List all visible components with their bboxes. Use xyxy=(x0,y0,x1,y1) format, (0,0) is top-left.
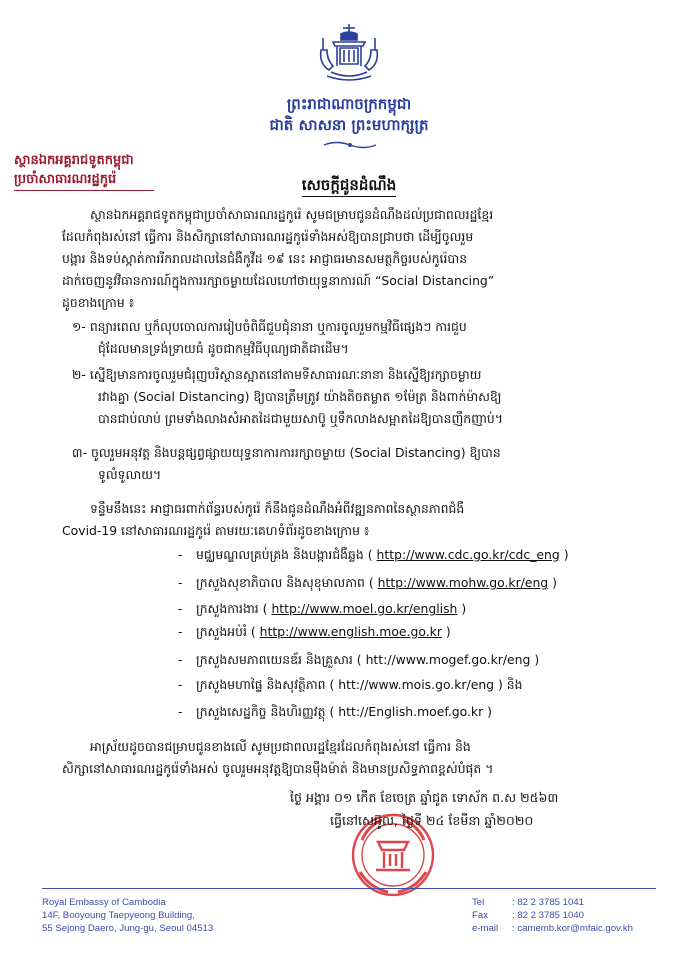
list-item: ២- ស្នើឱ្យមានការចូលរួមជំរុញបរិស្ថានស្អាតនៅតាមទីសាធារណៈនានា និងស្នើឱ្យរក្សាចម្ងាយ រវាងគ្នា (Social Distancing) ឱ្យបានត្រឹមត្រូវ យ៉ាងតិចតម្លាត ១ម៉ែត្រ និងពាក់ម៉ាសឱ្យ បានជាប់លាប់ ព្រមទាំងលាងសំអាតដៃជាមួយសាប៊ូ ឬទឹកលាងសម្អាតដៃឱ្យបានញឹកញាប់។ xyxy=(72,367,503,426)
link-moel[interactable]: http://www.moel.go.kr/english xyxy=(271,601,458,616)
sender-country: ប្រចាំសាធារណរដ្ឋកូរ៉េ xyxy=(14,172,117,187)
royal-emblem-icon xyxy=(313,20,385,84)
link-mois[interactable]: htt://www.mois.go.kr/eng xyxy=(338,677,495,692)
progress-paragraph: ទន្ទឹមនឹងនេះ អាជ្ញាធរពាក់ព័ន្ធរបស់កូរ៉េ ក៏នឹងជូនដំណឹងអំពីវឌ្ឍនភាពនៃស្ថានភាពជំងឺ Covid-19 នៅសាធារណរដ្ឋកូរ៉េ តាមរយៈគេហទំព័រដូចខាងក្រោម ៖ xyxy=(62,501,465,538)
list-item: ១- ពន្យារពេល ឬក៏លុបចោលការរៀបចំពិធីជួបជុំនានា ឬការចូលរួមកម្មវិធីផ្សេងៗ ការជួប ជុំដែលមានទ្រង់ទ្រាយធំ ដូចជាកម្មវិធីបុណ្យជាតិជាដើម។ xyxy=(72,319,467,356)
footer-email[interactable]: : camemb.kor@mfaic.gov.kh xyxy=(512,923,633,934)
footer-contacts: Tel : 82 2 3785 1041 Fax : 82 2 3785 1040 e-mail : camemb.kor@mfaic.gov.kh xyxy=(472,897,633,934)
footer-fax: : 82 2 3785 1040 xyxy=(512,910,585,921)
link-mogef[interactable]: htt://www.mogef.go.kr/eng xyxy=(365,652,531,667)
website-item-moel: - ក្រសួងការងារ ( http://www.moel.go.kr/english ) xyxy=(178,601,467,616)
website-item-mois: - ក្រសួងមហាផ្ទៃ និងសុវត្ថិភាព ( htt://www.mois.go.kr/eng ) និង xyxy=(178,677,523,692)
link-moef[interactable]: htt://English.moef.go.kr xyxy=(338,704,484,719)
footer-address: Royal Embassy of Cambodia 14F, Booyoung Taepyeong Building, 55 Sejong Daero, Jung-gu, Seoul 04513 xyxy=(42,897,214,934)
solar-date: ធ្វើនៅសេអ៊ូល, ថ្ងៃទី ២៤ ខែមីនា ឆ្នាំ២០២០ xyxy=(330,813,534,828)
ornament-divider-icon xyxy=(322,140,378,150)
website-item-mogef: - ក្រសួងសមភាពយេនឌ័រ និងគ្រួសារ ( htt://www.mogef.go.kr/eng ) xyxy=(178,652,540,667)
website-item-moe: - ក្រសួងអប់រំ ( http://www.english.moe.go.kr ) xyxy=(178,624,451,639)
link-mohw[interactable]: http://www.mohw.go.kr/eng xyxy=(377,575,549,590)
notice-title: សេចក្តីជូនដំណឹង xyxy=(0,176,698,198)
sender-embassy: ស្ថានឯកអគ្គរាជទូតកម្ពុជា xyxy=(14,153,134,168)
website-item-mohw: - ក្រសួងសុខាភិបាល និងសុខុមាលភាព ( http://www.mohw.go.kr/eng ) xyxy=(178,575,557,590)
footer-divider xyxy=(42,888,656,889)
link-moe[interactable]: http://www.english.moe.go.kr xyxy=(259,624,442,639)
lunar-date: ថ្ងៃ អង្គារ ០១ កើត ខែចេត្រ ឆ្នាំជូត ទោស័ក ព.ស ២៥៦៣ xyxy=(290,790,559,805)
nation-religion-king: ជាតិ សាសនា ព្រះមហាក្សត្រ xyxy=(269,116,429,134)
kingdom-title: ព្រះរាជាណាចក្រកម្ពុជា xyxy=(286,95,412,113)
footer-tel: : 82 2 3785 1041 xyxy=(512,897,585,908)
closing-paragraph: អាស្រ័យដូចបានជម្រាបជូនខាងលើ សូមប្រជាពលរដ្ឋខ្មែរដែលកំពុងរស់នៅ ធ្វើការ និង សិក្សានៅសាធារណរដ្ឋកូរ៉េទាំងអស់ ចូលរួមអនុវត្តឱ្យបានម៉ឺងម៉ាត់ និងមានប្រសិទ្ធភាពខ្ពស់បំផុត ។ xyxy=(62,739,494,776)
website-item-moef: - ក្រសួងសេដ្ឋកិច្ច និងហិរញ្ញវត្ថុ ( htt://English.moef.go.kr ) xyxy=(178,704,492,719)
link-cdc[interactable]: http://www.cdc.go.kr/cdc_eng xyxy=(376,547,560,562)
list-item: ៣- ចូលរួមអនុវត្ត និងបន្តផ្សព្វផ្សាយយុទ្ធនាការការរក្សាចម្ងាយ (Social Distancing) ឱ្យបាន ទូលំទូលាយ។ xyxy=(72,445,501,482)
website-item-cdc: - មជ្ឈមណ្ឌលគ្រប់គ្រង និងបង្ការជំងឺឆ្លង ( http://www.cdc.go.kr/cdc_eng ) xyxy=(178,547,569,562)
intro-paragraph: ស្ថានឯកអគ្គរាជទូតកម្ពុជាប្រចាំសាធារណរដ្ឋកូរ៉េ សូមជម្រាបជូនដំណឹងដល់ប្រជាពលរដ្ឋខ្មែរ ដែលកំពុងរស់នៅ ធ្វើការ និងសិក្សានៅសាធារណរដ្ឋកូរ៉េទាំងអស់ឱ្យបានជ្រាបថា ដើម្បីចូលរួម បង្ការ និងទប់ស្កាត់ការរីករាលដាលនៃជំងឺកូវីដ ១៩ នេះ អាជ្ញាធរមានសមត្ថកិច្ចរបស់កូរ៉េបាន ដាក់ចេញនូវវិធានការណ៍ក្នុងការរក្សាចម្ងាយដែលហៅថាយុទ្ធនាការណ៍ “Social Distancing” ដូចខាងក្រោម ៖ xyxy=(62,207,495,310)
